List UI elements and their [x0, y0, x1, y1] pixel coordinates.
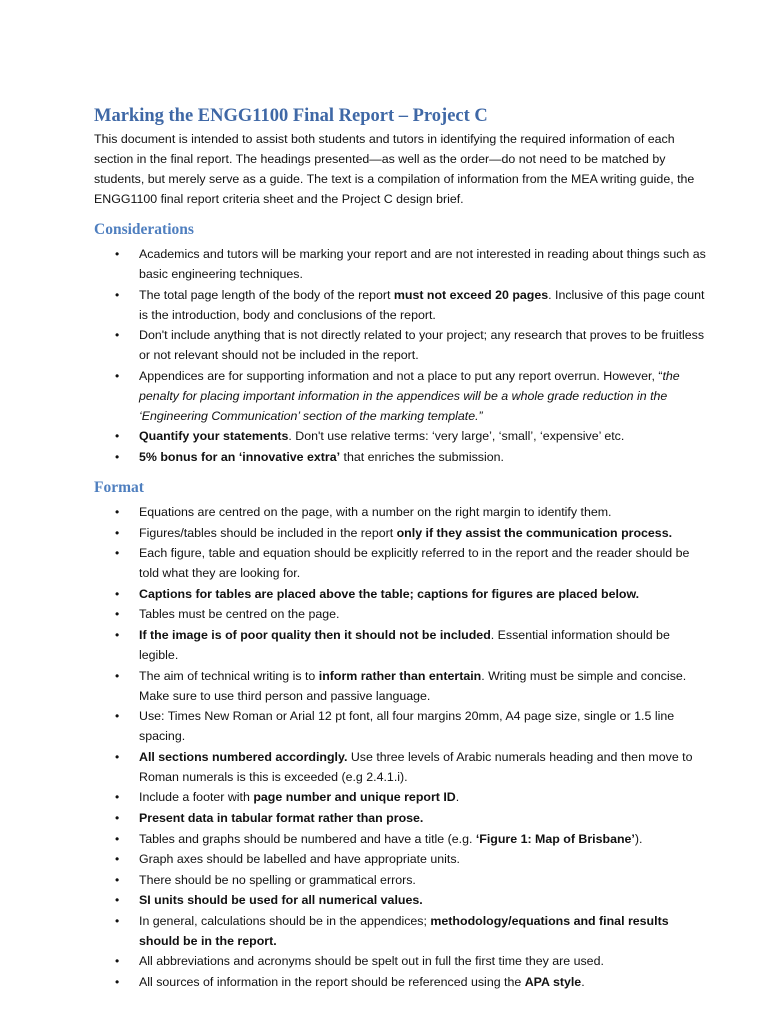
item-text: . Writing must be simple and concise. Make sure to use third person and passive language.	[139, 668, 687, 703]
item-text: The aim of technical writing is to	[139, 668, 319, 683]
bullet-icon: •	[115, 709, 120, 724]
item-text: Use three levels of Arabic numerals heading and then move to Roman numerals is this is exceeded (e.g 2.4.1.i).	[139, 749, 693, 784]
format-list-item	[94, 870, 708, 890]
format-list-item	[94, 502, 708, 522]
bullet-icon: •	[115, 429, 120, 444]
format-list-item	[94, 911, 708, 951]
item-text: ).	[634, 831, 643, 846]
item-text: . Essential information should be legible.	[139, 627, 670, 662]
bold-text: Present data in tabular format rather than prose.	[139, 810, 424, 825]
format-list-item	[94, 584, 708, 604]
considerations-list-item	[94, 426, 708, 446]
item-text: There should be no spelling or grammatical errors.	[139, 872, 416, 887]
bullet-icon: •	[115, 368, 120, 383]
format-list	[94, 502, 708, 992]
item-text: that enriches the submission.	[340, 449, 504, 464]
format-list-item	[94, 604, 708, 624]
bullet-icon: •	[115, 975, 120, 990]
bold-text: methodology/equations and final results should be in the report.	[139, 913, 669, 948]
bullet-icon: •	[115, 504, 120, 519]
bullet-icon: •	[115, 913, 120, 928]
bullet-icon: •	[115, 810, 120, 825]
format-list-item	[94, 787, 708, 807]
bullet-icon: •	[115, 287, 120, 302]
format-list-item	[94, 666, 708, 706]
considerations-list-item	[94, 244, 708, 284]
item-text: Each figure, table and equation should be explicitly referred to in the report and the reader should be told what they are looking for.	[139, 546, 690, 581]
bold-text: Captions for tables are placed above the table; captions for figures are placed below.	[139, 586, 640, 601]
bold-text: ‘Figure 1: Map of Brisbane’	[475, 831, 635, 846]
bullet-icon: •	[115, 893, 120, 908]
format-list-item	[94, 523, 708, 543]
bullet-icon: •	[115, 954, 120, 969]
format-heading: Format	[94, 478, 144, 496]
bullet-icon: •	[115, 607, 120, 622]
item-text: .	[581, 975, 585, 990]
bullet-icon: •	[115, 525, 120, 540]
item-text: Appendices are for supporting information and not a place to put any report overrun. However, “	[139, 368, 663, 383]
considerations-list	[94, 244, 708, 467]
format-list-item	[94, 543, 708, 583]
bullet-icon: •	[115, 668, 120, 683]
format-list-item	[94, 706, 708, 746]
bullet-icon: •	[115, 790, 120, 805]
item-text: Tables must be centred on the page.	[139, 607, 340, 622]
bold-text: must not exceed 20 pages	[393, 287, 549, 302]
bold-text: page number and unique report ID	[253, 790, 456, 805]
bold-text: SI units should be used for all numerical values.	[139, 893, 423, 908]
bullet-icon: •	[115, 831, 120, 846]
item-text: All abbreviations and acronyms should be spelt out in full the first time they are used.	[139, 954, 604, 969]
format-list-item	[94, 625, 708, 665]
item-text: . Inclusive of this page count is the introduction, body and conclusions of the report.	[139, 287, 705, 322]
bold-text: inform rather than entertain	[318, 668, 482, 683]
item-text: In general, calculations should be in the appendices;	[139, 913, 431, 928]
item-text: Equations are centred on the page, with a number on the right margin to identify them.	[139, 504, 612, 519]
bold-text: All sections numbered accordingly.	[139, 749, 348, 764]
bullet-icon: •	[115, 852, 120, 867]
format-list-item	[94, 849, 708, 869]
bullet-icon: •	[115, 872, 120, 887]
bullet-icon: •	[115, 247, 120, 261]
italic-text: the penalty for placing important information in the appendices will be a whole grade reduction in the ‘Engineering Communication’ section of the marking template.”	[139, 368, 680, 423]
bold-text: If the image is of poor quality then it should not be included	[139, 627, 491, 642]
item-text: Academics and tutors will be marking your report and are not interested in reading about things such as basic engineering techniques.	[139, 247, 706, 281]
format-list-item	[94, 747, 708, 787]
considerations-list-item	[94, 285, 708, 325]
bullet-icon: •	[115, 546, 120, 561]
item-text: Figures/tables should be included in the report	[139, 525, 397, 540]
considerations-list-item	[94, 366, 708, 426]
item-text: .	[455, 790, 460, 805]
bullet-icon: •	[115, 328, 120, 343]
item-text: Tables and graphs should be numbered and have a title (e.g.	[139, 831, 476, 846]
considerations-heading: Considerations	[94, 221, 194, 238]
considerations-list-item	[94, 325, 708, 365]
format-list-item	[94, 890, 708, 910]
item-text: All sources of information in the report should be referenced using the	[139, 975, 525, 990]
bold-text: 5% bonus for an ‘innovative extra’	[139, 449, 341, 464]
bold-text: only if they assist the communication process.	[396, 525, 673, 540]
bold-text: APA style	[524, 975, 582, 990]
page-title: Marking the ENGG1100 Final Report – Project C	[94, 106, 488, 126]
format-list-item	[94, 808, 708, 828]
item-text: The total page length of the body of the report	[139, 287, 394, 302]
bullet-icon: •	[115, 627, 120, 642]
bold-text: Quantify your statements	[139, 429, 289, 444]
item-text: Use: Times New Roman or Arial 12 pt font, all four margins 20mm, A4 page size, single or 1.5 line spacing.	[139, 709, 675, 744]
bullet-icon: •	[115, 449, 120, 464]
item-text: . Don't use relative terms: ‘very large’, ‘small’, ‘expensive’ etc.	[288, 429, 625, 444]
format-list-item	[94, 951, 708, 971]
item-text: Graph axes should be labelled and have appropriate units.	[139, 852, 461, 867]
considerations-list-item	[94, 447, 708, 467]
format-list-item	[94, 972, 708, 992]
intro-paragraph: This document is intended to assist both students and tutors in identifying the required information of each section in the final report. The headings presented—as well as the order—do not need to be matched by students, but merely serve as a guide. The text is a compilation of information from the MEA writing guide, the ENGG1100 final report criteria sheet and the Project C design brief.	[94, 132, 695, 206]
format-list-item	[94, 829, 708, 849]
bullet-icon: •	[115, 749, 120, 764]
bullet-icon: •	[115, 586, 120, 601]
item-text: Don't include anything that is not directly related to your project; any research that proves to be fruitless or not relevant should not be included in the report.	[139, 328, 705, 363]
item-text: Include a footer with	[139, 790, 254, 805]
